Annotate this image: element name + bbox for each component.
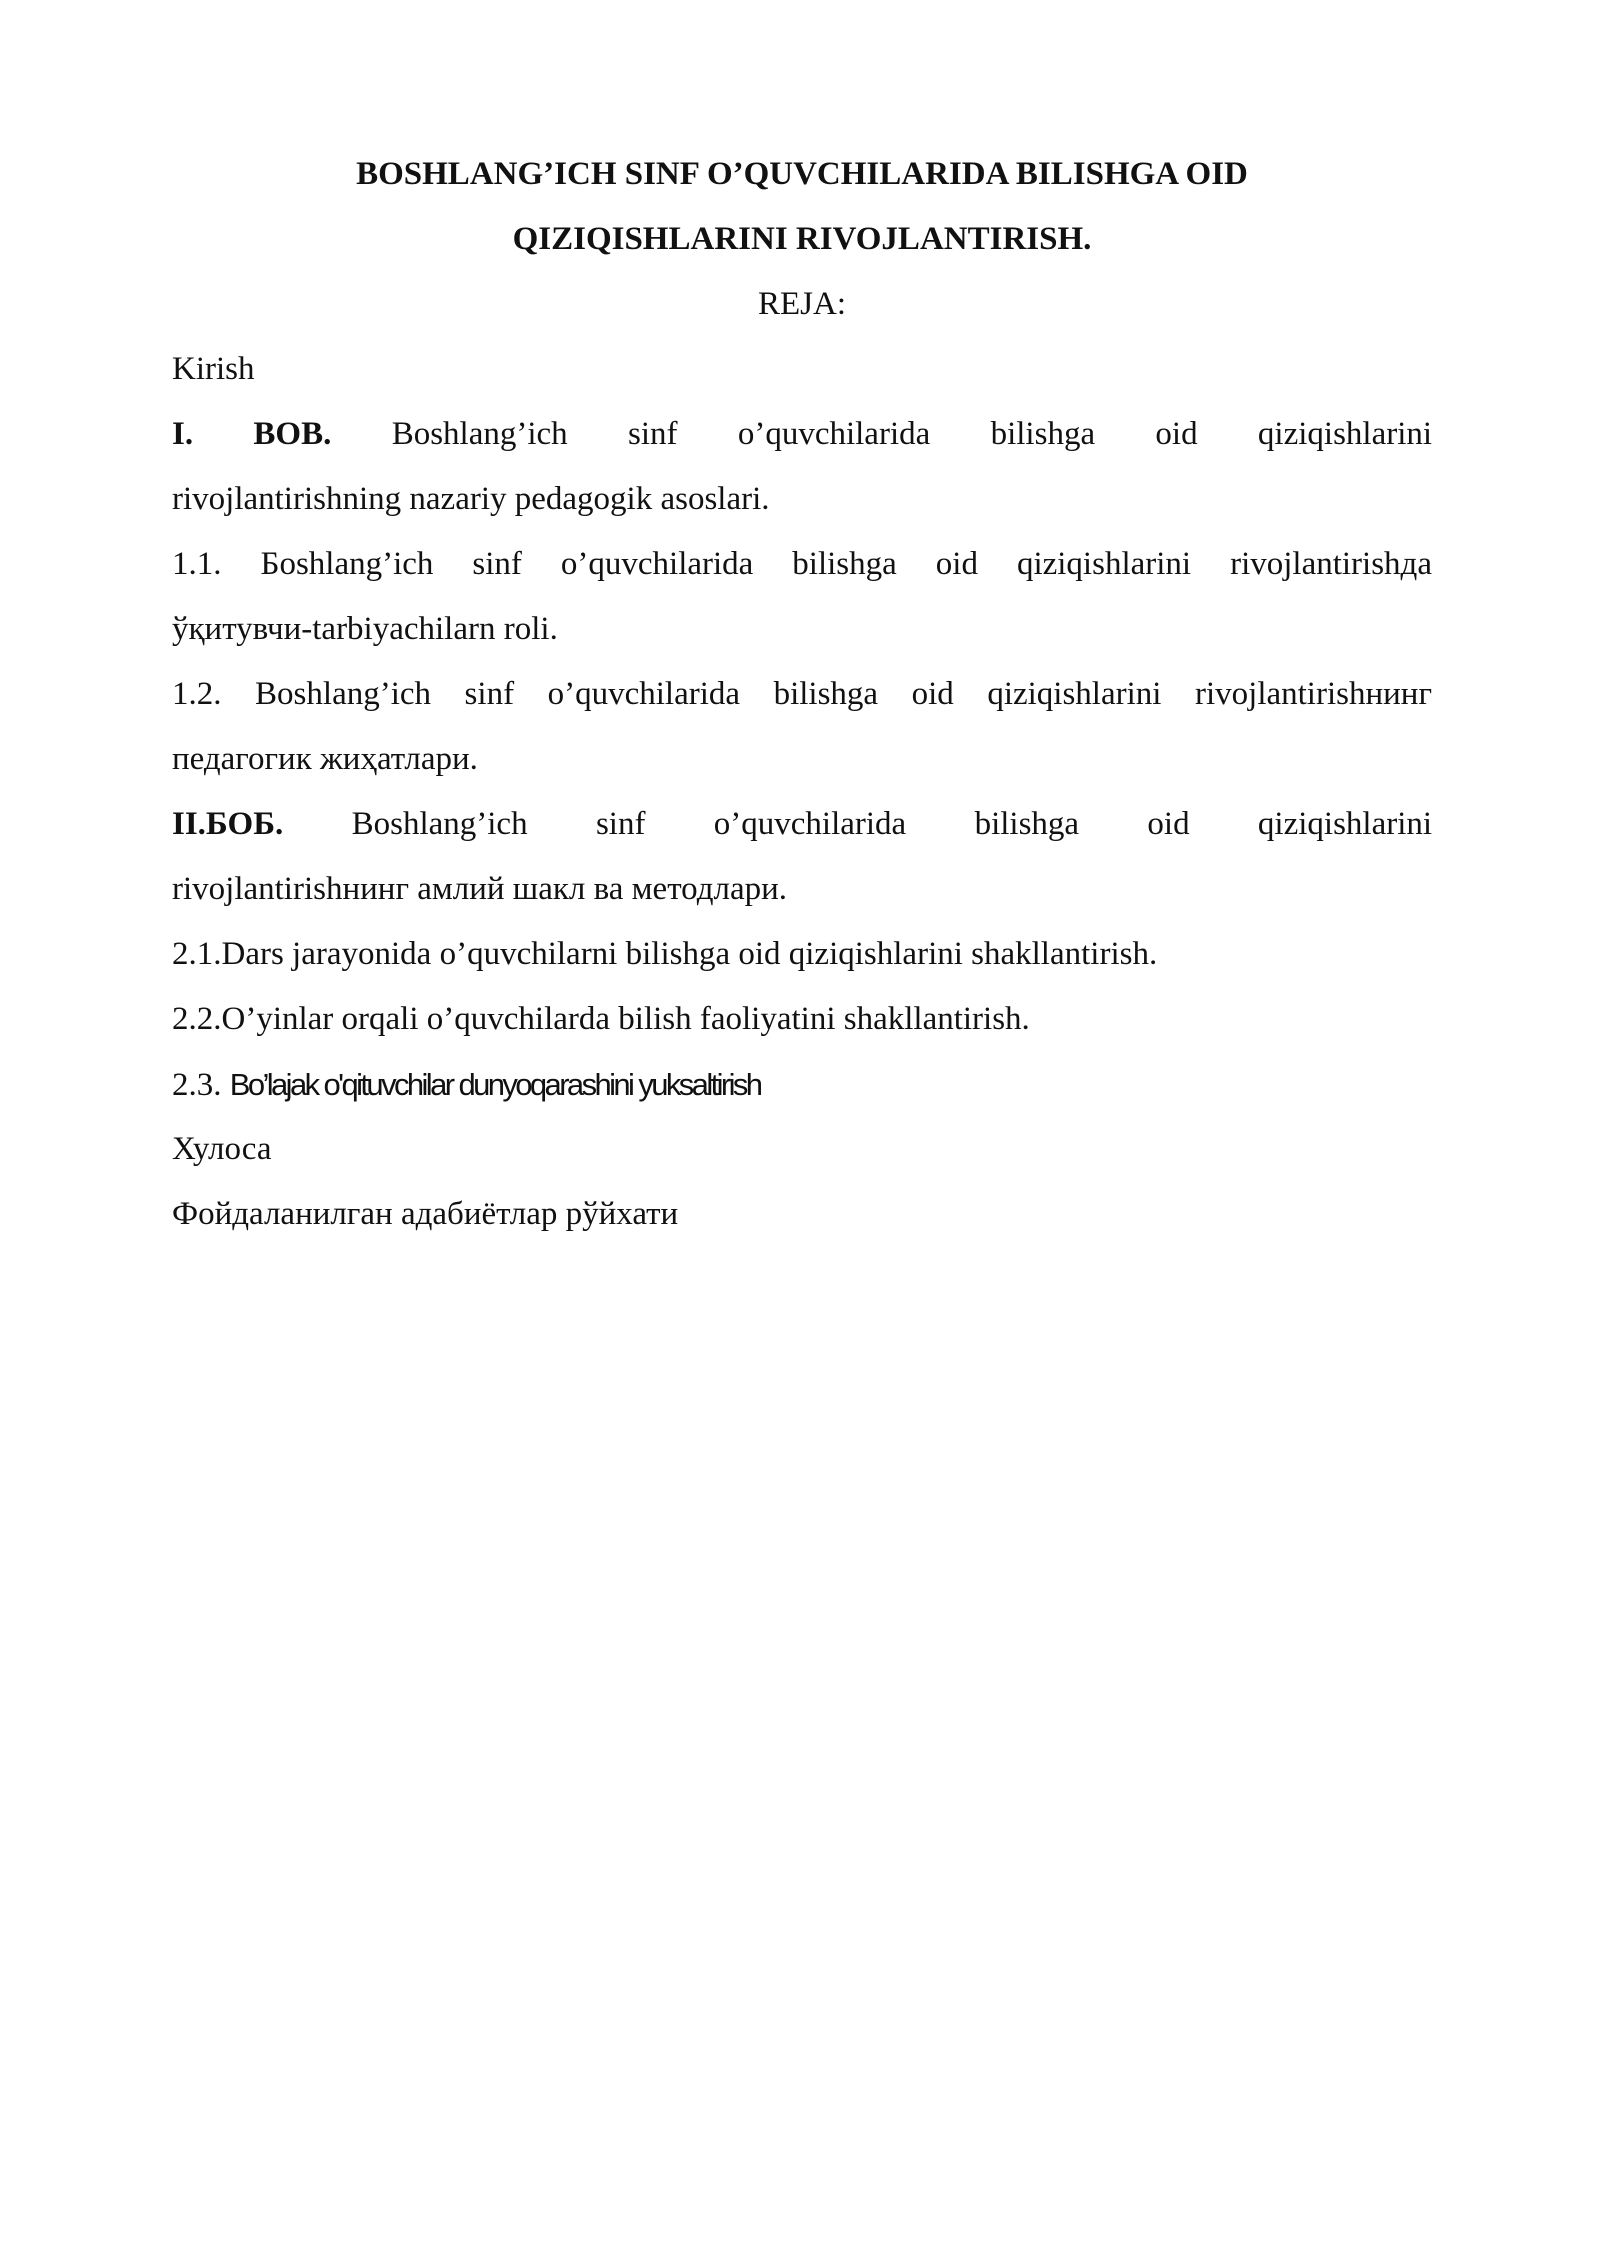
chapter-2-label: II.БОБ. — [172, 806, 284, 842]
plan-item-2-3 — [172, 1052, 1432, 1117]
chapter-2-word: Boshlang’ich — [351, 806, 528, 842]
plan-item-chapter-2 — [172, 792, 1432, 857]
document-content — [172, 142, 1432, 1247]
plan-item-references: Фойдаланилган адабиётлар рўйхати — [172, 1196, 679, 1232]
plan-item-intro: Kirish — [172, 351, 255, 387]
plan-item-2-2: 2.2.O’yinlar orqali o’quvchilarda bilish faoliyatini shakllantirish. — [172, 1001, 1030, 1037]
chapter-2-word: oid — [1147, 806, 1190, 842]
chapter-1-word: sinf — [628, 416, 678, 452]
chapter-2-word: qiziqishlarini — [1257, 806, 1433, 842]
plan-heading: REJA: — [757, 286, 846, 322]
plan-item-conclusion: Хулоса — [172, 1131, 272, 1167]
chapter-2-word: o’quvchilarida — [713, 806, 907, 842]
chapter-1-label: I. BOB. — [172, 416, 332, 452]
chapter-1-word: oid — [1155, 416, 1198, 452]
plan-item-1-2: 1.2. Boshlang’ich sinf o’quvchilarida bilishga oid qiziqishlarini rivojlantirishнинг — [172, 676, 1432, 712]
chapter-1-word: Boshlang’ich — [391, 416, 568, 452]
plan-item-2-3-text: Bo’lajak o'qituvchilar dunyoqarashini yuksaltirish — [229, 1067, 761, 1102]
chapter-1-title-continuation: rivojlantirishning nazariy pedagogik asoslari. — [172, 481, 770, 517]
chapter-1-word: bilishga — [990, 416, 1096, 452]
plan-item-2-1: 2.1.Dars jarayonida o’quvchilarni bilishga oid qiziqishlarini shakllantirish. — [172, 936, 1158, 972]
plan-item-1-1-continuation: ўқитувчи-tarbiyachilarn roli. — [172, 611, 558, 647]
document-title-line-1: BOSHLANG’ICH SINF O’QUVCHILARIDA BILISHGA OID — [356, 156, 1248, 192]
plan-item-1-2-continuation: педагогик жиҳатлари. — [172, 741, 478, 777]
chapter-1-word: qiziqishlarini — [1257, 416, 1433, 452]
chapter-2-word: bilishga — [974, 806, 1080, 842]
plan-item-2-3-number: 2.3. — [172, 1067, 230, 1103]
plan-item-chapter-1 — [172, 402, 1432, 467]
plan-item-1-1: 1.1. Бoshlang’ich sinf o’quvchilarida bilishga oid qiziqishlarini rivojlantirishда — [172, 546, 1432, 582]
chapter-2-title-continuation: rivojlantirishнинг амлий шакл ва методлари. — [172, 871, 788, 907]
document-title-line-2: QIZIQISHLARINI RIVOJLANTIRISH. — [512, 221, 1092, 257]
chapter-1-word: o’quvchilarida — [737, 416, 931, 452]
chapter-2-word: sinf — [595, 806, 646, 842]
